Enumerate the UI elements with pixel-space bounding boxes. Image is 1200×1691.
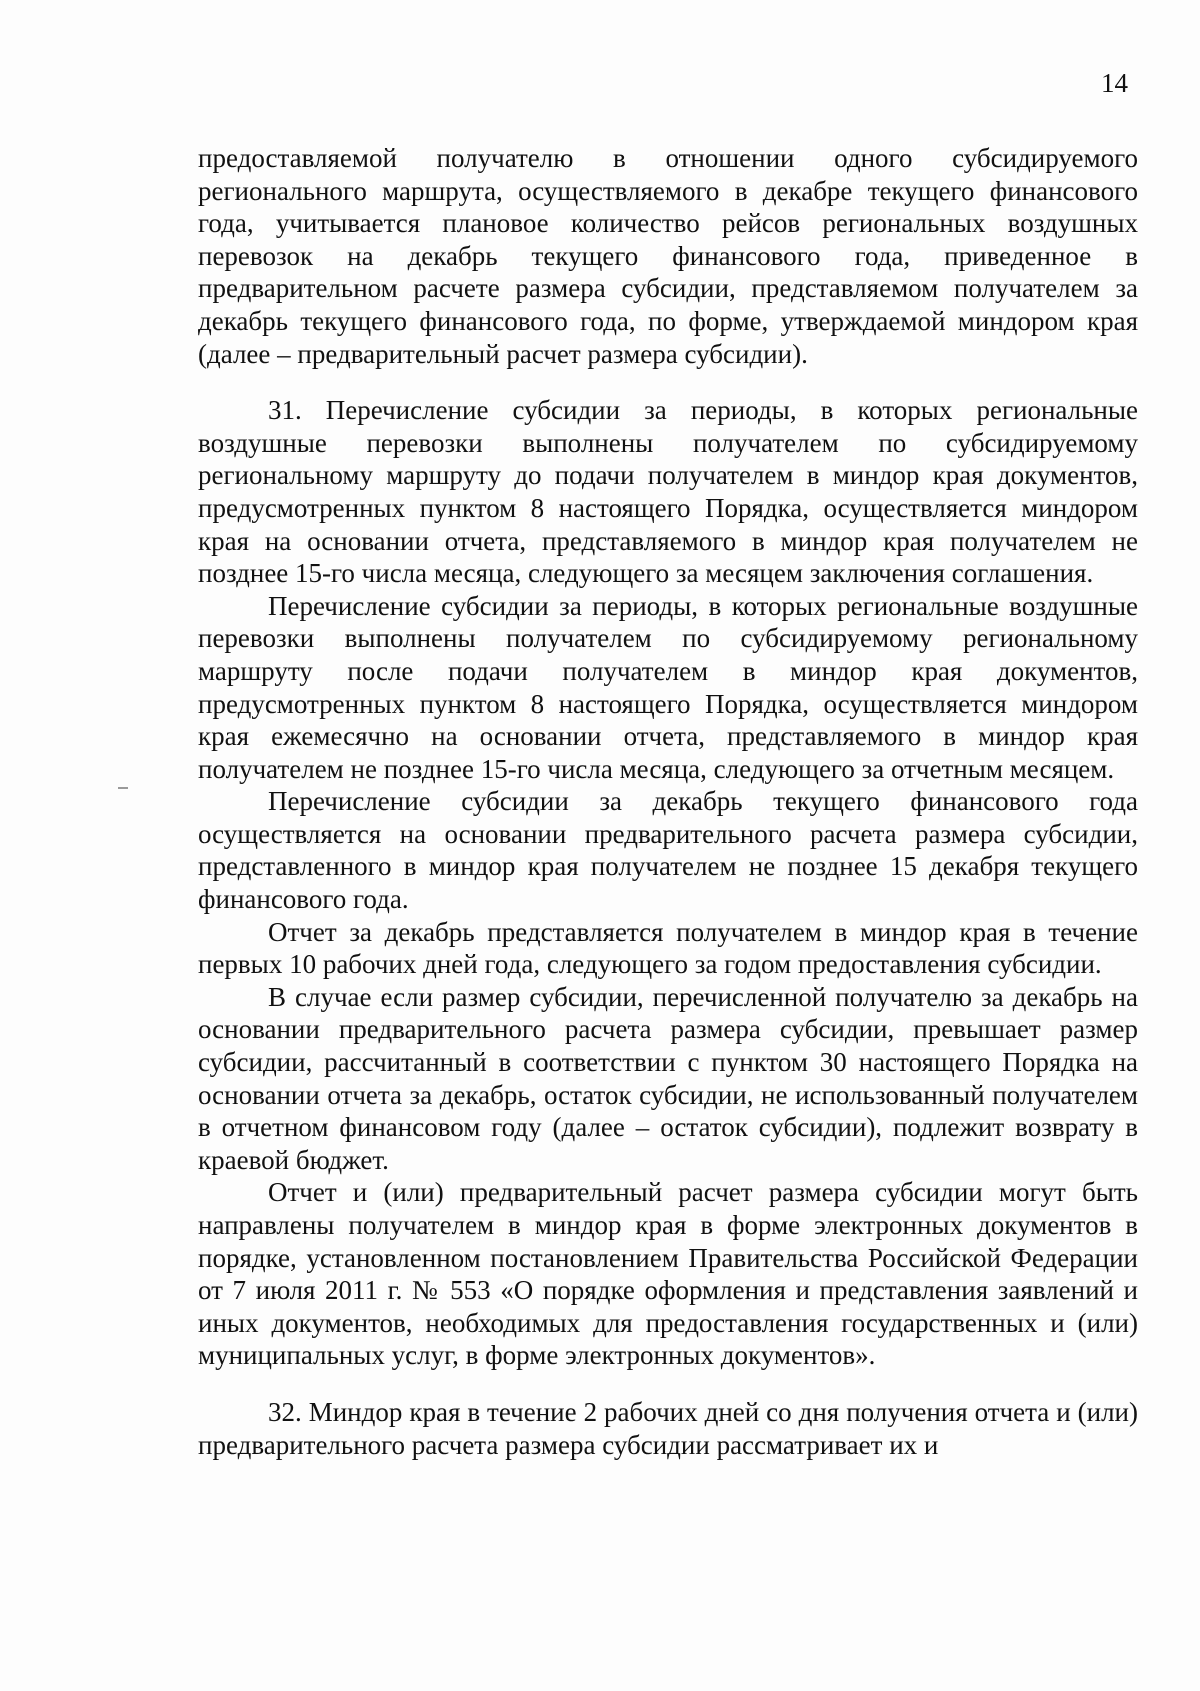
page-number: 14 xyxy=(1101,68,1128,98)
paragraph-item-32: 32. Миндор края в течение 2 рабочих дней со дня получения отчета и (или) предварительного расчета размера субсидии рассматривает их и xyxy=(198,1396,1138,1460)
margin-mark xyxy=(118,787,128,789)
paragraph-december-transfer: Перечисление субсидии за декабрь текущего финансового года осуществляется на основании предварительного расчета размера субсидии, представленного в миндор края получателем не позднее 15 декабря текущего финансового года. xyxy=(198,786,1138,915)
paragraph-subsidy-balance: В случае если размер субсидии, перечисленной получателю за декабрь на основании предварительного расчета размера субсидии, превышает размер субсидии, рассчитанный в соответствии с пунктом 30 настоящего Порядка на основании отчета за декабрь, остаток субсидии, не использованный получателем в отчетном финансовом году (далее – остаток субсидии), подлежит возврату в краевой бюджет. xyxy=(198,981,1138,1175)
document-body xyxy=(198,142,1138,1461)
paragraph-electronic-documents: Отчет и (или) предварительный расчет размера субсидии могут быть направлены получателем в миндор края в форме электронных документов в порядке, установленном постановлением Правительства Российской Федерации от 7 июля 2011 г. № 553 «О порядке оформления и представления заявлений и иных документов, необходимых для предоставления государственных и (или) муниципальных услуг, в форме электронных документов». xyxy=(198,1177,1138,1371)
paragraph-continuation: предоставляемой получателю в отношении одного субсидируемого регионального маршрута, осуществляемого в декабре текущего финансового года, учитывается плановое количество рейсов региональных воздушных перевозок на декабрь текущего финансового года, приведенное в предварительном расчете размера субсидии, представляемом получателем за декабрь текущего финансового года, по форме, утверждаемой миндором края (далее – предварительный расчет размера субсидии). xyxy=(198,143,1138,369)
paragraph-transfer-after-documents: Перечисление субсидии за периоды, в которых региональные воздушные перевозки выполнены получателем по субсидируемому региональному маршруту после подачи получателем в миндор края документов, предусмотренных пунктом 8 настоящего Порядка, осуществляется миндором края ежемесячно на основании отчета, представляемого в миндор края получателем не позднее 15-го числа месяца, следующего за отчетным месяцем. xyxy=(198,590,1138,784)
paragraph-december-report: Отчет за декабрь представляется получателем в миндор края в течение первых 10 рабочих дней года, следующего за годом предоставления субсидии. xyxy=(198,916,1138,980)
paragraph-item-31: 31. Перечисление субсидии за периоды, в которых региональные воздушные перевозки выполнены получателем по субсидируемому региональному маршруту до подачи получателем в миндор края документов, предусмотренных пунктом 8 настоящего Порядка, осуществляется миндором края на основании отчета, представляемого в миндор края получателем не позднее 15-го числа месяца, следующего за месяцем заключения соглашения. xyxy=(198,395,1138,589)
